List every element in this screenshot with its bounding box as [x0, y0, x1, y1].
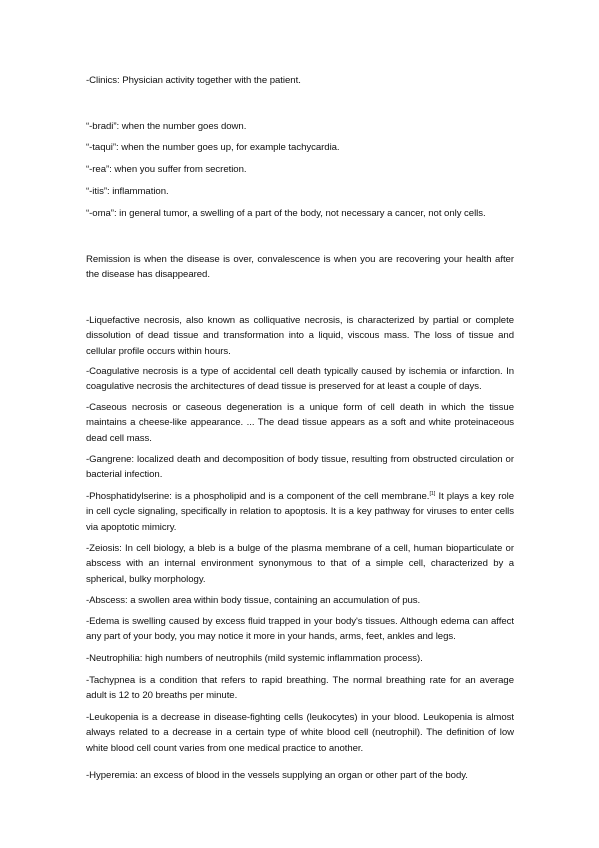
remission-paragraph: Remission is when the disease is over, convalescence is when you are recovering your health after the disease has disappeared. [86, 254, 514, 281]
phosphatidylserine-text-end: It plays a key role in cell cycle signaling, specifically in relation to apoptosis. It is a key pathway for viruses to enter cells via apoptotic mimicry. [86, 491, 514, 533]
tachypnea-paragraph: -Tachypnea is a condition that refers to rapid breathing. The normal breathing rate for an average adult is 12 to 20 breaths per minute. [86, 675, 514, 702]
edema-paragraph: -Edema is swelling caused by excess fluid trapped in your body's tissues. Although edema can affect any part of your body, you may notice it more in your hands, arms, feet, ankles and legs. [86, 616, 514, 643]
phosphatidylserine-paragraph [86, 489, 514, 535]
hyperemia-paragraph: -Hyperemia: an excess of blood in the vessels supplying an organ or other part of the body. [86, 770, 468, 781]
liquefactive-necrosis-paragraph: -Liquefactive necrosis, also known as colliquative necrosis, is characterized by partial or complete dissolution of dead tissue and transformation into a liquid, viscous mass. The loss of tissue and cellular profile occurs within hours. [86, 315, 514, 357]
leukopenia-paragraph: -Leukopenia is a decrease in disease-fighting cells (leukocytes) in your blood. Leukopenia is almost always related to a decrease in a certain type of white blood cell (neutrophil). The definition of low white blood cell count varies from one medical practice to another. [86, 712, 514, 754]
coagulative-necrosis-paragraph: -Coagulative necrosis is a type of accidental cell death typically caused by ischemia or infarction. In coagulative necrosis the architectures of dead tissue is preserved for at least a couple of days. [86, 366, 514, 393]
phosphatidylserine-text-start: -Phosphatidylserine: is a phospholipid and is a component of the cell membrane. [86, 491, 430, 502]
rea-line: “-rea”: when you suffer from secretion. [86, 164, 247, 175]
oma-line: “-oma”: in general tumor, a swelling of a part of the body, not necessary a cancer, not only cells. [86, 208, 486, 219]
zeiosis-paragraph: -Zeiosis: In cell biology, a bleb is a bulge of the plasma membrane of a cell, human bioparticulate or abscess with an internal environment synonymous to that of a simple cell, characterized by a spherical, bulky morphology. [86, 543, 514, 585]
neutrophilia-paragraph: -Neutrophilia: high numbers of neutrophils (mild systemic inflammation process). [86, 653, 423, 664]
gangrene-paragraph: -Gangrene: localized death and decomposition of body tissue, resulting from obstructed circulation or bacterial infection. [86, 454, 514, 481]
caseous-necrosis-paragraph: -Caseous necrosis or caseous degeneration is a unique form of cell death in which the tissue maintains a cheese-like appearance. ... The dead tissue appears as a soft and white proteinaceous dead cell mass. [86, 402, 514, 444]
bradi-line: “-bradi”: when the number goes down. [86, 121, 247, 132]
taqui-line: “-taqui”: when the number goes up, for example tachycardia. [86, 142, 340, 153]
itis-line: “-itis”: inflammation. [86, 186, 169, 197]
footnote-reference[interactable]: [1] [429, 490, 436, 497]
abscess-paragraph: -Abscess: a swollen area within body tissue, containing an accumulation of pus. [86, 595, 421, 606]
clinics-line: -Clinics: Physician activity together with the patient. [86, 75, 301, 86]
